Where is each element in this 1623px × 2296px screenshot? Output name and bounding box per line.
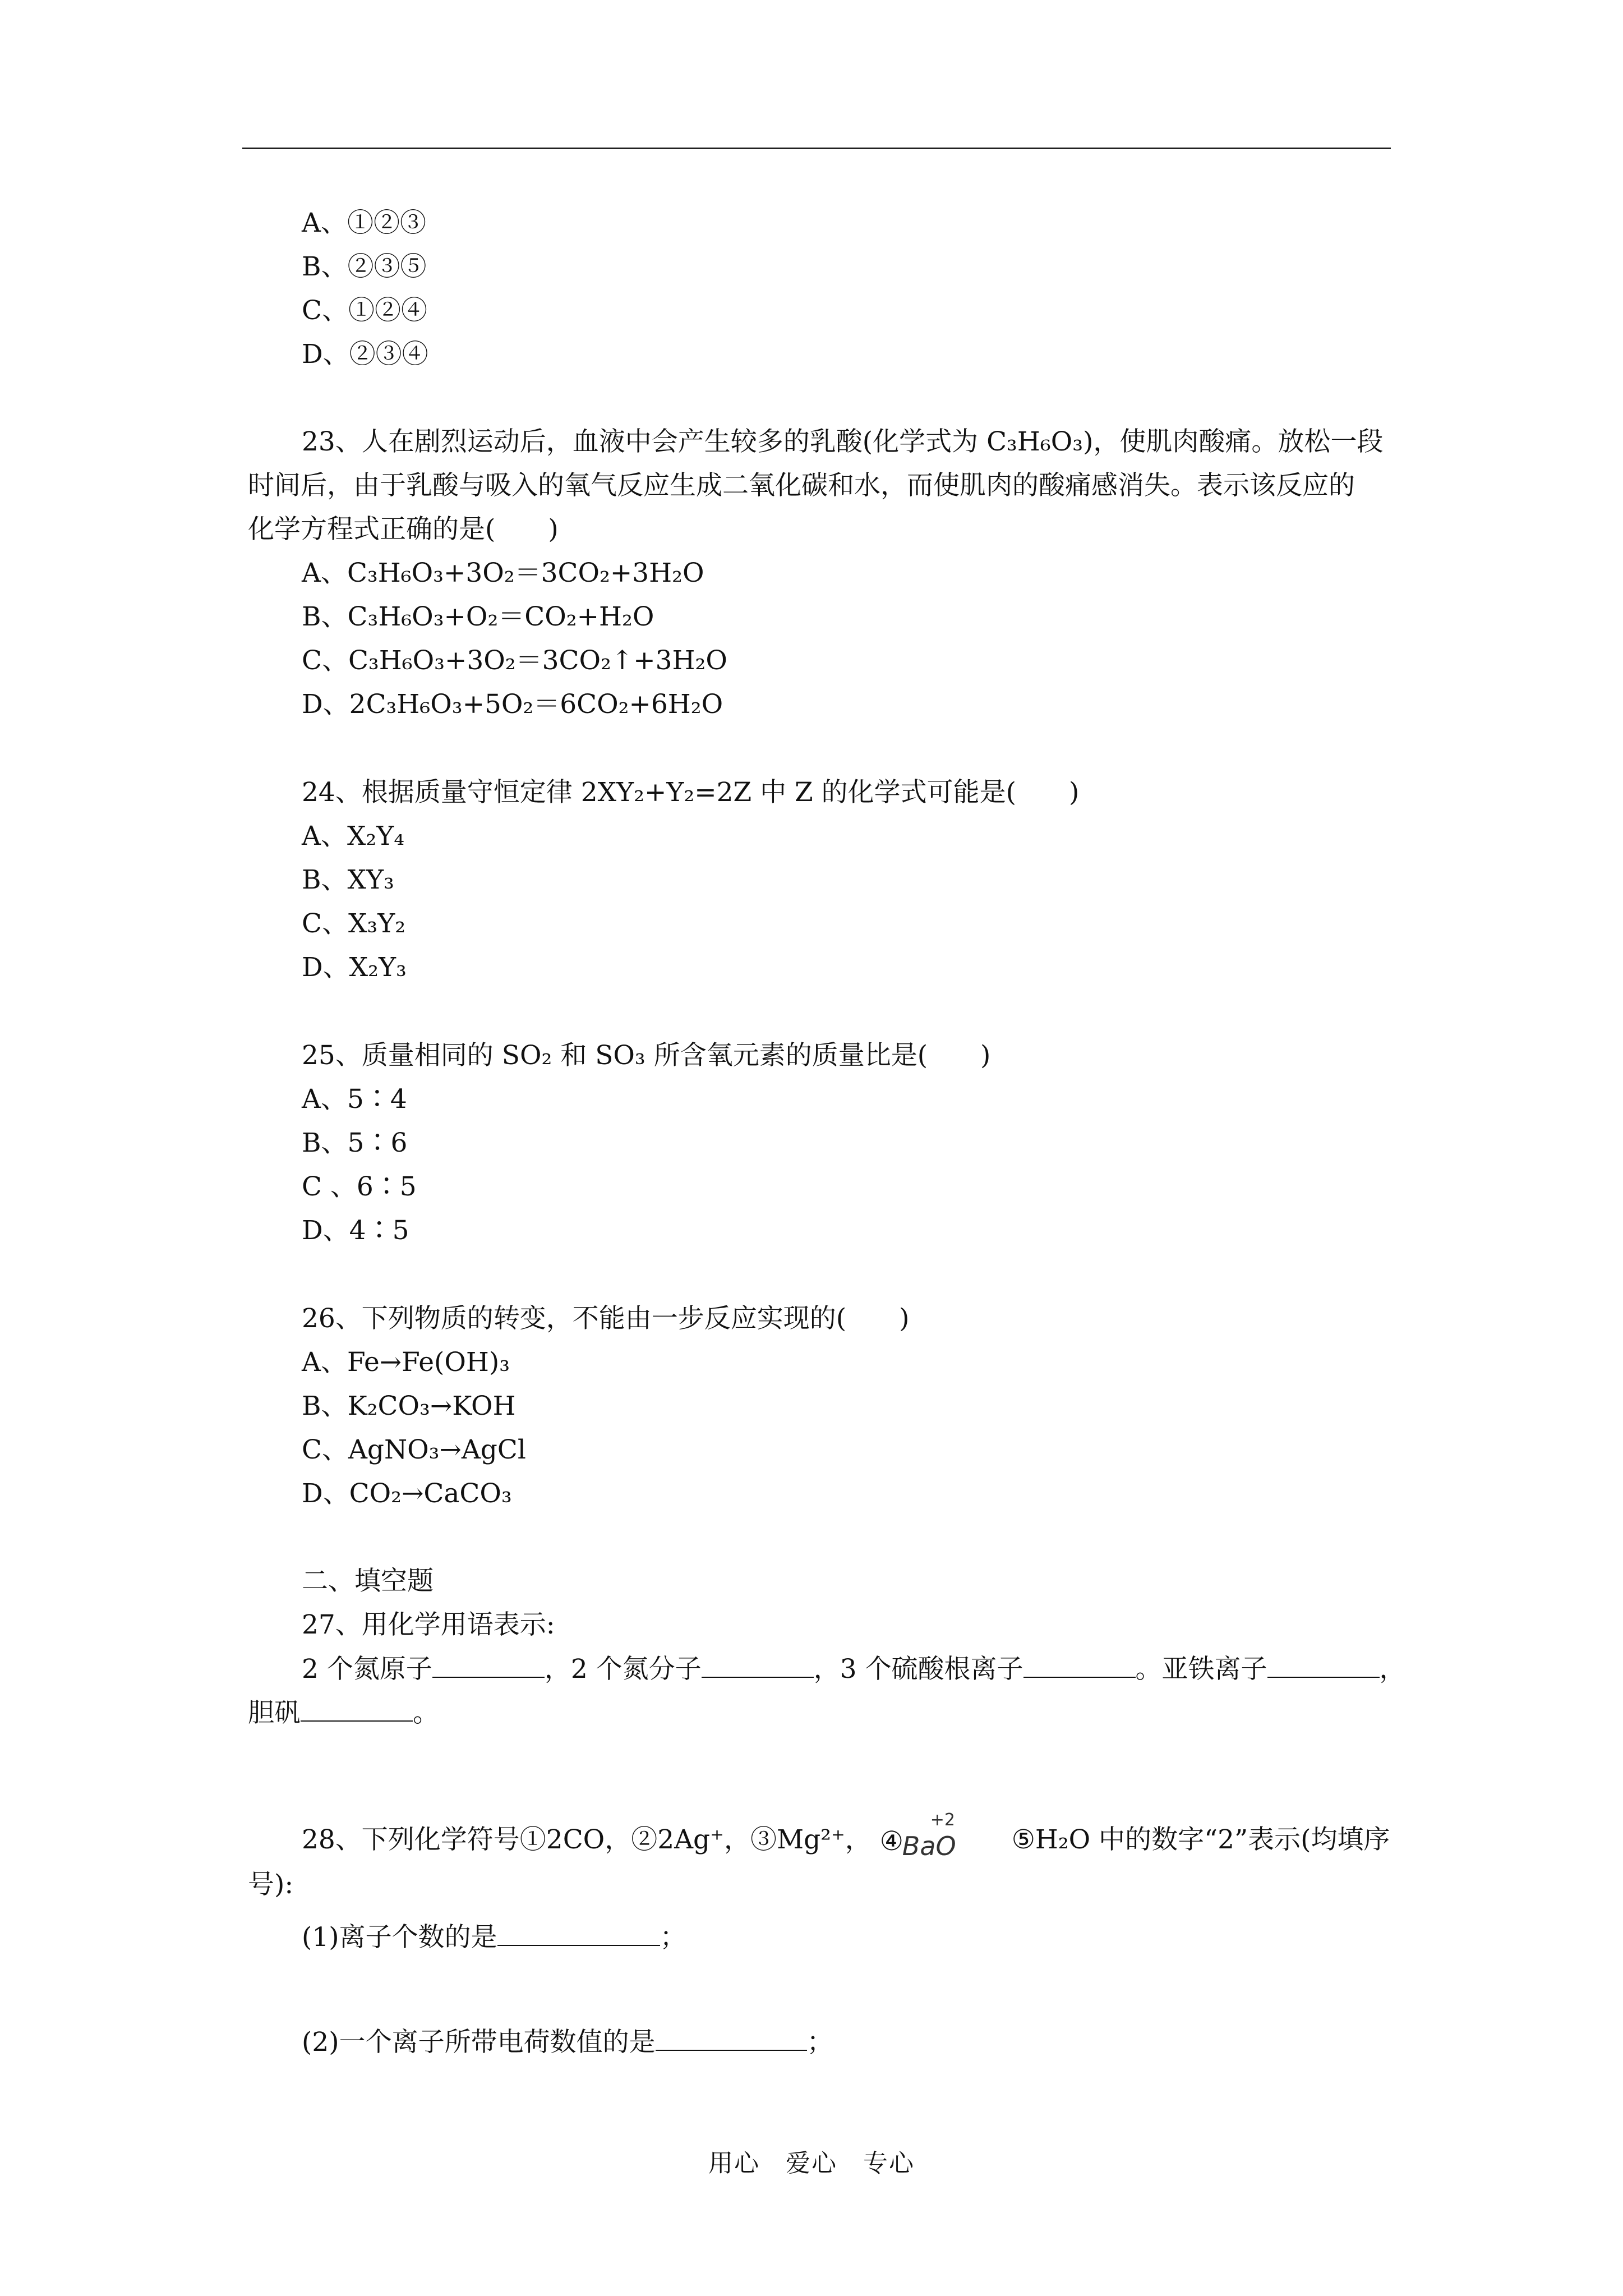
section-title-fill-blank: 二、填空题	[302, 1566, 434, 1596]
q23-option-d: D、2C₃H₆O₃+5O₂＝6CO₂+6H₂O	[302, 689, 723, 720]
q22-option-a: A、①②③	[302, 208, 426, 238]
valence-label: +2	[930, 1810, 955, 1830]
q23-stem-line3: 化学方程式正确的是( )	[248, 514, 559, 545]
q28-blank-1[interactable]	[497, 1920, 660, 1946]
q28-sub2-end: ；	[806, 2027, 833, 2058]
q26-stem: 26、下列物质的转变，不能由一步反应实现的( )	[302, 1303, 910, 1334]
valence-formula-bao	[879, 1810, 981, 1861]
q28-prefix: 28、下列化学符号①2CO，②2Ag⁺，③Mg²⁺，	[302, 1824, 872, 1855]
q26-option-a: A、Fe→Fe(OH)₃	[302, 1347, 510, 1378]
q24-option-b: B、XY₃	[302, 864, 394, 895]
q27-ferrous-label: 。亚铁离子	[1135, 1654, 1267, 1685]
q28-stem-line2: 号):	[248, 1869, 294, 1900]
q26-option-d: D、CO₂→CaCO₃	[302, 1478, 512, 1509]
q23-option-b: B、C₃H₆O₃+O₂＝CO₂+H₂O	[302, 601, 654, 632]
q28-sub2-label: (2)一个离子所带电荷数值的是	[302, 2027, 656, 2058]
q27-blank-4[interactable]	[1267, 1652, 1380, 1678]
q23-option-a: A、C₃H₆O₃+3O₂＝3CO₂+3H₂O	[302, 558, 704, 588]
q27-stem: 27、用化学用语表示:	[302, 1609, 555, 1640]
q28-sub2	[302, 2025, 833, 2059]
q27-bluestone-label: 胆矾	[248, 1697, 301, 1728]
q23-stem-line2: 时间后，由于乳酸与吸入的氧气反应生成二氧化碳和水，而使肌肉的酸痛感消失。表示该反应的	[248, 470, 1355, 501]
q24-option-d: D、X₂Y₃	[302, 952, 407, 983]
q22-option-c: C、①②④	[302, 295, 427, 326]
q24-stem: 24、根据质量守恒定律 2XY₂+Y₂=2Z 中 Z 的化学式可能是( )	[302, 777, 1080, 808]
q27-nitrogen-atoms-label: 2 个氮原子	[302, 1654, 432, 1685]
q23-option-c: C、C₃H₆O₃+3O₂＝3CO₂↑+3H₂O	[302, 645, 727, 676]
q26-option-c: C、AgNO₃→AgCl	[302, 1434, 526, 1465]
q25-option-c: C 、6∶5	[302, 1171, 417, 1202]
q27-comma: ，	[1379, 1654, 1406, 1685]
q27-period: 。	[413, 1697, 439, 1728]
q27-sulfate-label: ，3 个硫酸根离子	[813, 1654, 1023, 1685]
q25-option-b: B、5∶6	[302, 1128, 408, 1158]
q28-blank-2[interactable]	[656, 2025, 807, 2051]
q28-stem-line1	[302, 1810, 1390, 1861]
header-rule	[242, 148, 1391, 149]
q25-stem: 25、质量相同的 SO₂ 和 SO₃ 所含氧元素的质量比是( )	[302, 1040, 991, 1071]
q23-stem-line1: 23、人在剧烈运动后，血液中会产生较多的乳酸(化学式为 C₃H₆O₃)，使肌肉酸痛。放松一段	[302, 426, 1384, 457]
q28-suffix: ⑤H₂O 中的数字“2”表示(均填序	[1011, 1824, 1390, 1855]
q22-option-b: B、②③⑤	[302, 251, 427, 282]
q22-option-d: D、②③④	[302, 339, 428, 370]
q28-item4-number: ④	[879, 1826, 903, 1857]
q25-option-d: D、4∶5	[302, 1215, 409, 1246]
q28-sub1	[302, 1920, 686, 1954]
q27-blank-3[interactable]	[1023, 1652, 1136, 1678]
page-footer: 用心 爱心 专心	[708, 2149, 915, 2178]
q26-option-b: B、K₂CO₃→KOH	[302, 1391, 516, 1421]
q28-sub1-end: ；	[660, 1922, 686, 1953]
bao-formula: BaO	[902, 1831, 956, 1861]
q28-sub1-label: (1)离子个数的是	[302, 1922, 497, 1953]
q27-line1	[302, 1652, 1406, 1686]
q27-line2	[248, 1696, 439, 1730]
q24-option-a: A、X₂Y₄	[302, 821, 405, 852]
q27-blank-2[interactable]	[702, 1652, 814, 1678]
q27-blank-1[interactable]	[432, 1652, 545, 1678]
q25-option-a: A、5∶4	[302, 1084, 407, 1115]
q27-blank-5[interactable]	[301, 1696, 413, 1722]
q24-option-c: C、X₃Y₂	[302, 908, 406, 939]
q27-nitrogen-molecules-label: ，2 个氮分子	[544, 1654, 702, 1685]
